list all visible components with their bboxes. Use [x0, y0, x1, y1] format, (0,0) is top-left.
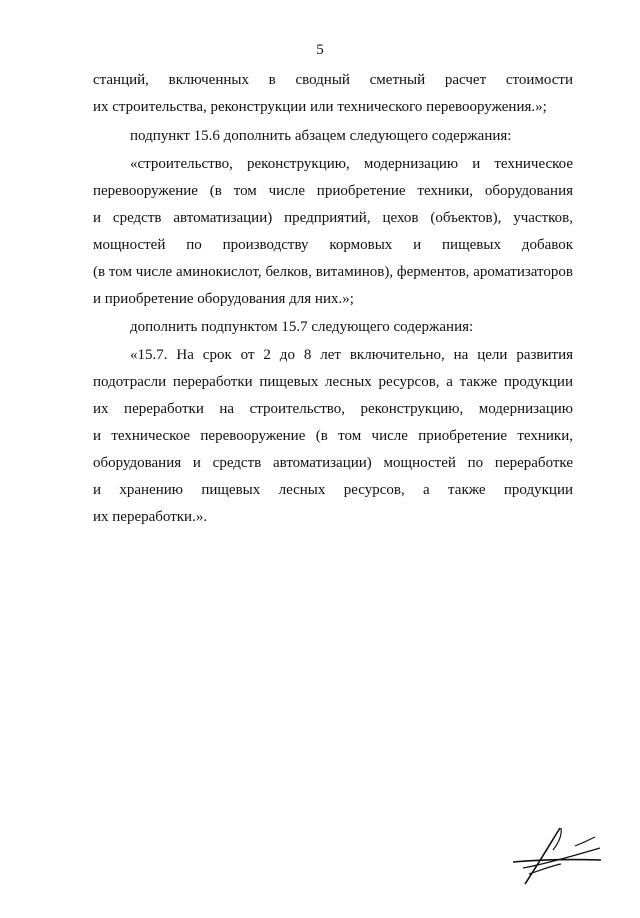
- signature-mark: [505, 826, 605, 886]
- text-line-14: и техническое перевооружение (в том числе приобретение техники,: [93, 428, 573, 444]
- text-line-2: их строительства, реконструкции или технического перевооружения.»;: [93, 99, 547, 115]
- text-line-9: и приобретение оборудования для них.»;: [93, 291, 354, 307]
- text-line-12: подотрасли переработки пищевых лесных ресурсов, а также продукции: [93, 374, 573, 390]
- text-line-17: их переработки.».: [93, 509, 208, 525]
- text-line-7: мощностей по производству кормовых и пищевых добавок: [93, 237, 573, 253]
- text-line-3: подпункт 15.6 дополнить абзацем следующего содержания:: [130, 128, 512, 144]
- text-line-8: (в том числе аминокислот, белков, витаминов), ферментов, ароматизаторов: [93, 264, 573, 280]
- text-line-6: и средств автоматизации) предприятий, цехов (объектов), участков,: [93, 210, 573, 226]
- text-line-11: «15.7. На срок от 2 до 8 лет включительно, на цели развития: [130, 347, 573, 363]
- text-line-1: станций, включенных в сводный сметный расчет стоимости: [93, 72, 573, 88]
- text-line-10: дополнить подпунктом 15.7 следующего содержания:: [130, 319, 474, 335]
- text-line-13: их переработки на строительство, реконструкцию, модернизацию: [93, 401, 573, 417]
- text-line-5: перевооружение (в том числе приобретение техники, оборудования: [93, 183, 573, 199]
- text-line-16: и хранению пищевых лесных ресурсов, а также продукции: [93, 482, 573, 498]
- page-number: 5: [316, 42, 324, 58]
- text-line-4: «строительство, реконструкцию, модернизацию и техническое: [130, 156, 573, 172]
- text-line-15: оборудования и средств автоматизации) мощностей по переработке: [93, 455, 573, 471]
